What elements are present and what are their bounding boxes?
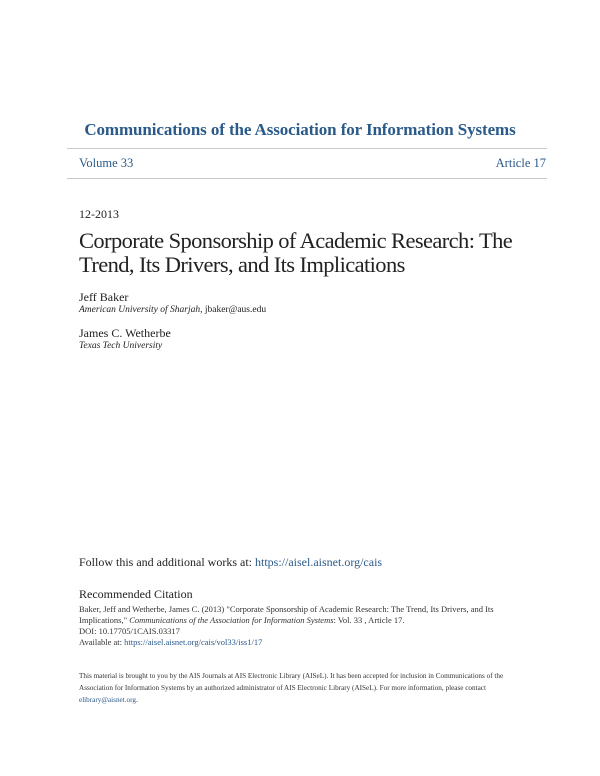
- citation-part: : Vol. 33 , Article 17.: [333, 615, 405, 625]
- footer-note: [79, 670, 549, 706]
- recommended-citation-heading: Recommended Citation: [79, 587, 193, 601]
- author-name-1: Jeff Baker: [79, 290, 129, 304]
- article-link[interactable]: Article 17: [495, 156, 546, 170]
- follow-line: [79, 555, 382, 570]
- affiliation-name: American University of Sharjah: [79, 305, 201, 315]
- author-email: , jbaker@aus.edu: [200, 305, 267, 315]
- footer-line-1: This material is brought to you by the AIS Journals at AIS Electronic Library (AISeL). It has been accepted for inclusion in Communications of the: [79, 672, 504, 680]
- author-affiliation-1: [79, 305, 266, 315]
- follow-link[interactable]: https://aisel.aisnet.org/cais: [255, 555, 383, 569]
- citation-line-1: Baker, Jeff and Wetherbe, James C. (2013) "Corporate Sponsorship of Academic Research: The Trend, Its Drivers, and Its: [79, 604, 494, 614]
- paper-title: [79, 229, 549, 277]
- available-label: Available at:: [79, 637, 125, 647]
- citation-available: [79, 637, 549, 648]
- footer-line-3: [79, 694, 549, 706]
- footer-end: .: [135, 696, 138, 704]
- affiliation-name: Texas Tech University: [79, 341, 163, 351]
- journal-title[interactable]: Communications of the Association for Information Systems: [84, 120, 516, 139]
- citation-part: Implications,": [79, 615, 130, 625]
- footer-line-2: Association for Information Systems by an authorized administrator of AIS Electronic Library (AISeL). For more information, please contact: [79, 684, 486, 692]
- header-divider-top: [67, 148, 547, 149]
- citation-line-2: [79, 615, 549, 626]
- available-link[interactable]: https://aisel.aisnet.org/cais/vol33/iss1/17: [124, 637, 263, 647]
- volume-link[interactable]: Volume 33: [79, 156, 134, 170]
- citation-journal: Communications of the Association for Information Systems: [129, 615, 334, 625]
- contact-email-link[interactable]: elibrary@aisnet.org: [79, 696, 136, 704]
- header-divider-bottom: [67, 178, 547, 179]
- paper-title-line-2: Trend, Its Drivers, and Its Implications: [79, 252, 405, 277]
- follow-text: Follow this and additional works at:: [79, 555, 255, 569]
- publication-date: 12-2013: [79, 207, 119, 221]
- author-name-2: James C. Wetherbe: [79, 326, 171, 340]
- author-affiliation-2: [79, 341, 162, 351]
- paper-title-line-1: Corporate Sponsorship of Academic Research: The: [79, 228, 513, 253]
- citation-doi: DOI: 10.17705/1CAIS.03317: [79, 626, 180, 636]
